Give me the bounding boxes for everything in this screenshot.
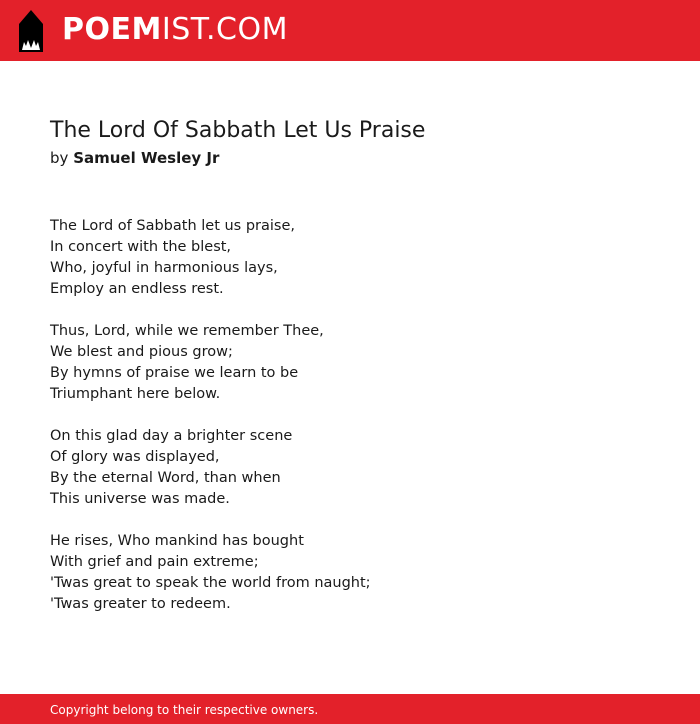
poem-line: The Lord of Sabbath let us praise, bbox=[50, 218, 296, 234]
author-name[interactable]: Samuel Wesley Jr bbox=[73, 149, 220, 167]
logo-text-light: IST.COM bbox=[161, 12, 288, 47]
poem-line: 'Twas greater to redeem. bbox=[50, 596, 231, 612]
site-logo[interactable] bbox=[62, 10, 288, 50]
stanza bbox=[50, 426, 650, 510]
poem-body bbox=[50, 216, 650, 615]
poem-line: Of glory was displayed, bbox=[50, 449, 220, 465]
poem-line: Who, joyful in harmonious lays, bbox=[50, 260, 278, 276]
poem-line: On this glad day a brighter scene bbox=[50, 428, 293, 444]
logo-text-bold: POEM bbox=[62, 12, 162, 47]
site-header bbox=[0, 0, 700, 61]
poem-line: We blest and pious grow; bbox=[50, 344, 233, 360]
byline bbox=[50, 147, 650, 169]
byline-prefix: by bbox=[50, 149, 69, 167]
poem-line: In concert with the blest, bbox=[50, 239, 232, 255]
poem-line: With grief and pain extreme; bbox=[50, 554, 259, 570]
copyright-text: Copyright belong to their respective owners. bbox=[50, 703, 319, 717]
poem-line: This universe was made. bbox=[50, 491, 230, 507]
poem-line: By hymns of praise we learn to be bbox=[50, 365, 299, 381]
poem-line: Triumphant here below. bbox=[50, 386, 221, 402]
pencil-icon[interactable] bbox=[18, 10, 44, 52]
poem-line: Thus, Lord, while we remember Thee, bbox=[50, 323, 324, 339]
poem-line: By the eternal Word, than when bbox=[50, 470, 281, 486]
poem-line: Employ an endless rest. bbox=[50, 281, 224, 297]
poem-title: The Lord Of Sabbath Let Us Praise bbox=[50, 118, 426, 143]
stanza bbox=[50, 321, 650, 405]
site-footer bbox=[0, 694, 700, 724]
poem-content bbox=[50, 116, 650, 636]
poem-line: 'Twas great to speak the world from naught; bbox=[50, 575, 371, 591]
poem-line: He rises, Who mankind has bought bbox=[50, 533, 304, 549]
stanza bbox=[50, 216, 650, 300]
stanza bbox=[50, 531, 650, 615]
